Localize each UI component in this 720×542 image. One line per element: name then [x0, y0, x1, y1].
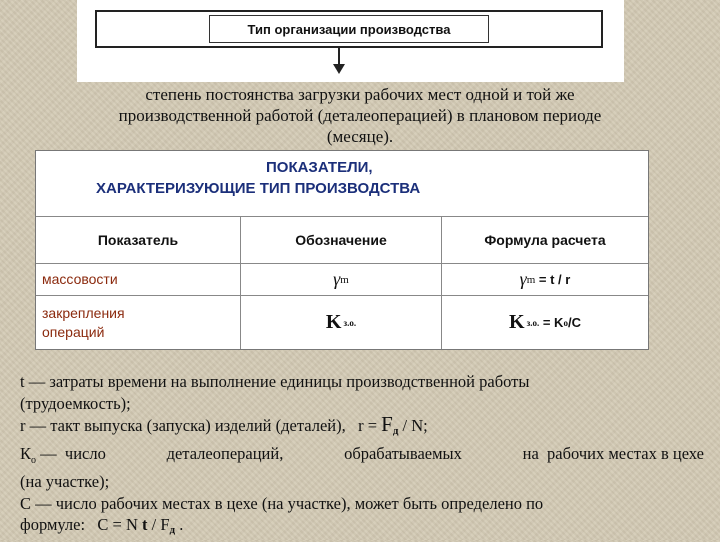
- note-c-formula-b: / F: [147, 515, 170, 534]
- table-title-line-1: ПОКАЗАТЕЛИ,: [266, 159, 373, 176]
- formula-k-subscript: з.о.: [526, 317, 540, 328]
- note-k-word-4: на рабочих местах в цехе: [522, 443, 704, 463]
- row-name-fixing-line-2: операций: [42, 323, 105, 340]
- note-c-sub: д: [169, 524, 176, 536]
- row-name-mass: массовости: [36, 264, 241, 295]
- note-c-end: .: [175, 515, 184, 534]
- formula-gamma-subscript: m: [526, 273, 536, 286]
- row-symbol-fixing: [241, 296, 442, 349]
- note-r-F: F: [381, 412, 393, 436]
- title-box-label: Тип организации производства: [209, 15, 489, 43]
- note-k-line-2: (на участке);: [20, 472, 110, 491]
- note-r-end: / N;: [398, 416, 428, 435]
- formula-fixing-rest-b: /C: [567, 315, 581, 330]
- table-row-fixing: [36, 296, 648, 349]
- formula-gamma-symbol: γ: [519, 269, 527, 289]
- row-symbol-mass: [241, 264, 442, 295]
- table-column-headers: [36, 216, 648, 264]
- row-name-fixing: [36, 296, 241, 349]
- gamma-symbol: γ: [333, 269, 341, 289]
- note-c-line-1: С — число рабочих местах в цехе (на участке), может быть определено по: [20, 493, 544, 513]
- formula-mass-rest: = t / r: [535, 272, 571, 287]
- row-formula-mass: [442, 264, 648, 295]
- note-c-line-2: [20, 514, 704, 542]
- formula-k-symbol: K: [509, 311, 525, 333]
- formula-fixing-rest-a: = K: [539, 315, 564, 330]
- table-title-line-2: ХАРАКТЕРИЗУЮЩИЕ ТИП ПРОИЗВОДСТВА: [96, 180, 421, 197]
- row-name-fixing-line-1: закрепления: [42, 304, 125, 321]
- note-k-sub: о: [31, 454, 37, 466]
- k-subscript: з.о.: [343, 317, 357, 328]
- note-k: [20, 443, 704, 472]
- table-row-mass: [36, 264, 648, 296]
- note-c-formula-a: формуле: С = N: [20, 515, 143, 534]
- gamma-subscript: m: [340, 273, 349, 286]
- column-header-formula: Формула расчета: [484, 231, 606, 248]
- note-t-line-2: (трудоемкость);: [20, 393, 131, 413]
- note-k-head: [20, 443, 106, 472]
- column-header-indicator: Показатель: [36, 216, 241, 263]
- row-formula-fixing: [442, 296, 648, 349]
- intro-line-2: производственной работой (деталеоперацией) в плановом периоде: [118, 106, 602, 125]
- note-k-word-2: деталеопераций,: [166, 443, 284, 463]
- note-c-t: t: [142, 515, 148, 534]
- note-r: [20, 414, 704, 443]
- indicators-table: [35, 150, 649, 350]
- title-frame: [95, 10, 603, 48]
- note-k-word-3: обрабатываемых: [344, 443, 462, 463]
- note-k-letter: К: [20, 443, 32, 463]
- column-header-symbol: Обозначение: [241, 216, 442, 263]
- note-r-sub: д: [392, 425, 399, 437]
- intro-line-1: степень постоянства загрузки рабочих мест одной и той же: [145, 85, 575, 104]
- table-title: [36, 151, 648, 217]
- intro-text: [30, 84, 690, 147]
- title-panel: [77, 0, 624, 82]
- note-k-word-1: — число: [36, 443, 106, 463]
- down-arrow-icon: [333, 64, 345, 74]
- notes-text: [20, 371, 704, 542]
- intro-line-3: (месяце).: [326, 127, 394, 146]
- note-r-text: r — такт выпуска (запуска) изделий (деталей), r =: [20, 416, 382, 435]
- formula-fixing-rest-sub: о: [563, 317, 568, 328]
- k-symbol: K: [325, 311, 342, 333]
- note-t-line-1: t — затраты времени на выполнение единицы производственной работы: [20, 372, 530, 391]
